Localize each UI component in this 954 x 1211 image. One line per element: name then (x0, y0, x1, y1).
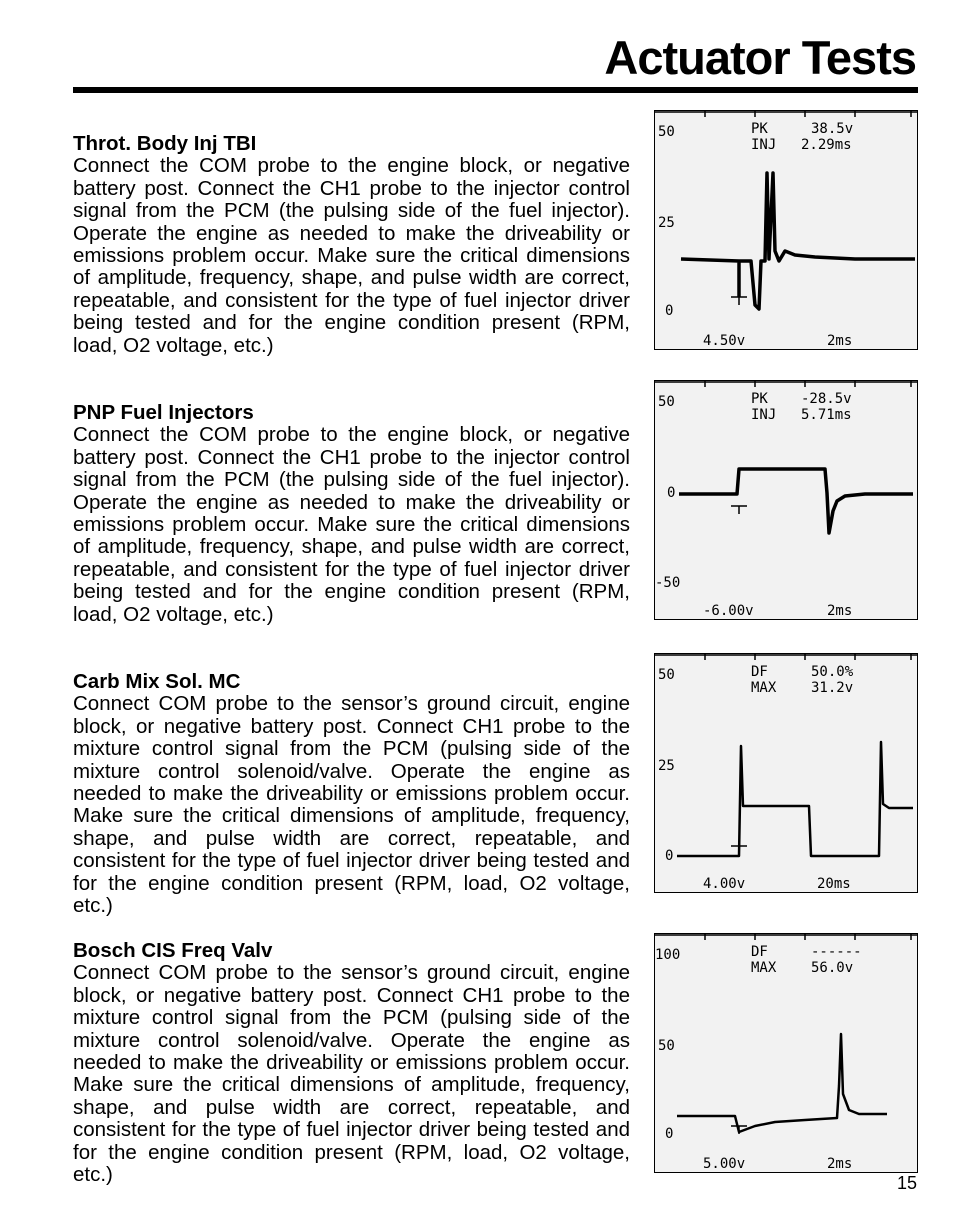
trigger-marker (731, 506, 747, 514)
waveform-trace (679, 469, 913, 533)
timebase-label: 2ms (827, 333, 853, 349)
scope-screen-pnp (654, 380, 918, 620)
section-throttle-body-injection (73, 133, 630, 357)
readout-2-label: MAX (751, 680, 777, 696)
y-axis-bottom-label: 0 (665, 848, 674, 864)
readout-2-value: 5.71ms (801, 407, 852, 423)
section-pnp-fuel-injectors (73, 402, 630, 626)
readout-2-label: INJ (751, 137, 777, 153)
trigger-level-label: 5.00v (703, 1156, 746, 1172)
readout-2-value: 2.29ms (801, 137, 852, 153)
y-axis-mid-label: 0 (667, 485, 676, 501)
scope-screen-tbi (654, 110, 918, 350)
readout-2-label: MAX (751, 960, 777, 976)
readout-2-label: INJ (751, 407, 777, 423)
trigger-level-label: 4.50v (703, 333, 746, 349)
readout-2-value: 56.0v (811, 960, 854, 976)
trigger-marker (731, 846, 747, 854)
readout-1-label: DF (751, 664, 768, 680)
waveform-trace (677, 742, 913, 856)
timebase-label: 2ms (827, 1156, 853, 1172)
section-body: Connect the COM probe to the engine block, or negative battery post. Connect the CH1 probe to the injector control signal from the PCM (the pulsing side of the fuel injector). Operate the engine as needed to make the driveability or emissions problem occur. Make sure the critical dimensions of amplitude, frequency, shape, and pulse width are correct, repeatable, and consistent for the type of fuel injector driver being tested and for the engine condition present (RPM, load, O2 voltage, etc.) (73, 154, 630, 357)
page-number: 15 (896, 1173, 917, 1193)
section-bosch-cis-frequency-valve (73, 940, 630, 1186)
readout-2-value: 31.2v (811, 680, 854, 696)
readout-1-label: DF (751, 944, 768, 960)
y-axis-top-label: 100 (655, 947, 681, 963)
readout-1-label: PK (751, 121, 768, 137)
section-heading: Bosch CIS Freq Valv (73, 939, 273, 962)
y-axis-top-label: 50 (658, 667, 675, 683)
readout-1-value: 38.5v (811, 121, 854, 137)
y-axis-top-label: 50 (658, 124, 675, 140)
y-axis-bottom-label: 0 (665, 1126, 674, 1142)
section-carb-mix-solenoid (73, 671, 630, 917)
waveform-trace (677, 1034, 887, 1132)
y-axis-mid-label: 50 (658, 1038, 675, 1054)
y-axis-top-label: 50 (658, 394, 675, 410)
title-rule (73, 87, 918, 93)
y-axis-mid-label: 25 (658, 758, 675, 774)
y-axis-bottom-label: 0 (665, 303, 674, 319)
timebase-label: 2ms (827, 603, 853, 619)
readout-1-value: ------ (811, 944, 862, 960)
scope-screen-carb-mix (654, 653, 918, 893)
section-body: Connect COM probe to the sensor’s ground circuit, engine block, or negative battery post. Connect CH1 probe to the mixture control signal from the PCM (pulsing side of the mixture control solenoid/valve. Operate the engine as needed to make the driveability or emissions problem occur. Make sure the critical dimensions of amplitude, frequency, shape, and pulse width are correct, repeatable, and consistent for the type of fuel injector driver being tested and for the engine condition present (RPM, load, O2 voltage, etc.) (73, 692, 630, 918)
section-heading: Carb Mix Sol. MC (73, 670, 241, 693)
readout-1-label: PK (751, 391, 768, 407)
timebase-label: 20ms (817, 876, 851, 892)
trigger-marker (731, 297, 747, 305)
trigger-level-label: 4.00v (703, 876, 746, 892)
section-body: Connect the COM probe to the engine block, or negative battery post. Connect the CH1 probe to the injector control signal from the PCM (the pulsing side of the fuel injector). Operate the engine as needed to make the driveability or emissions problem occur. Make sure the critical dimensions of amplitude, frequency, shape, and pulse width are correct, repeatable, and consistent for the type of fuel injector driver being tested and for the engine condition present (RPM, load, O2 voltage, etc.) (73, 423, 630, 626)
readout-1-value: -28.5v (801, 391, 852, 407)
trigger-level-label: -6.00v (703, 603, 754, 619)
y-axis-bottom-label: -50 (655, 575, 681, 591)
section-heading: Throt. Body Inj TBI (73, 132, 257, 155)
readout-1-value: 50.0% (811, 664, 854, 680)
waveform-trace (681, 173, 915, 309)
scope-screen-bosch-cis (654, 933, 918, 1173)
page-title: Actuator Tests (604, 31, 916, 84)
y-axis-mid-label: 25 (658, 215, 675, 231)
section-body: Connect COM probe to the sensor’s ground circuit, engine block, or negative battery post. Connect CH1 probe to the mixture control signal from the PCM (pulsing side of the mixture control solenoid/valve. Operate the engine as needed to make the driveability or emissions problem occur. Make sure the critical dimensions of amplitude, frequency, shape, and pulse width are correct, repeatable, and consistent for the type of fuel injector driver being tested and for the engine condition present (RPM, load, O2 voltage, etc.) (73, 961, 630, 1187)
section-heading: PNP Fuel Injectors (73, 401, 254, 424)
